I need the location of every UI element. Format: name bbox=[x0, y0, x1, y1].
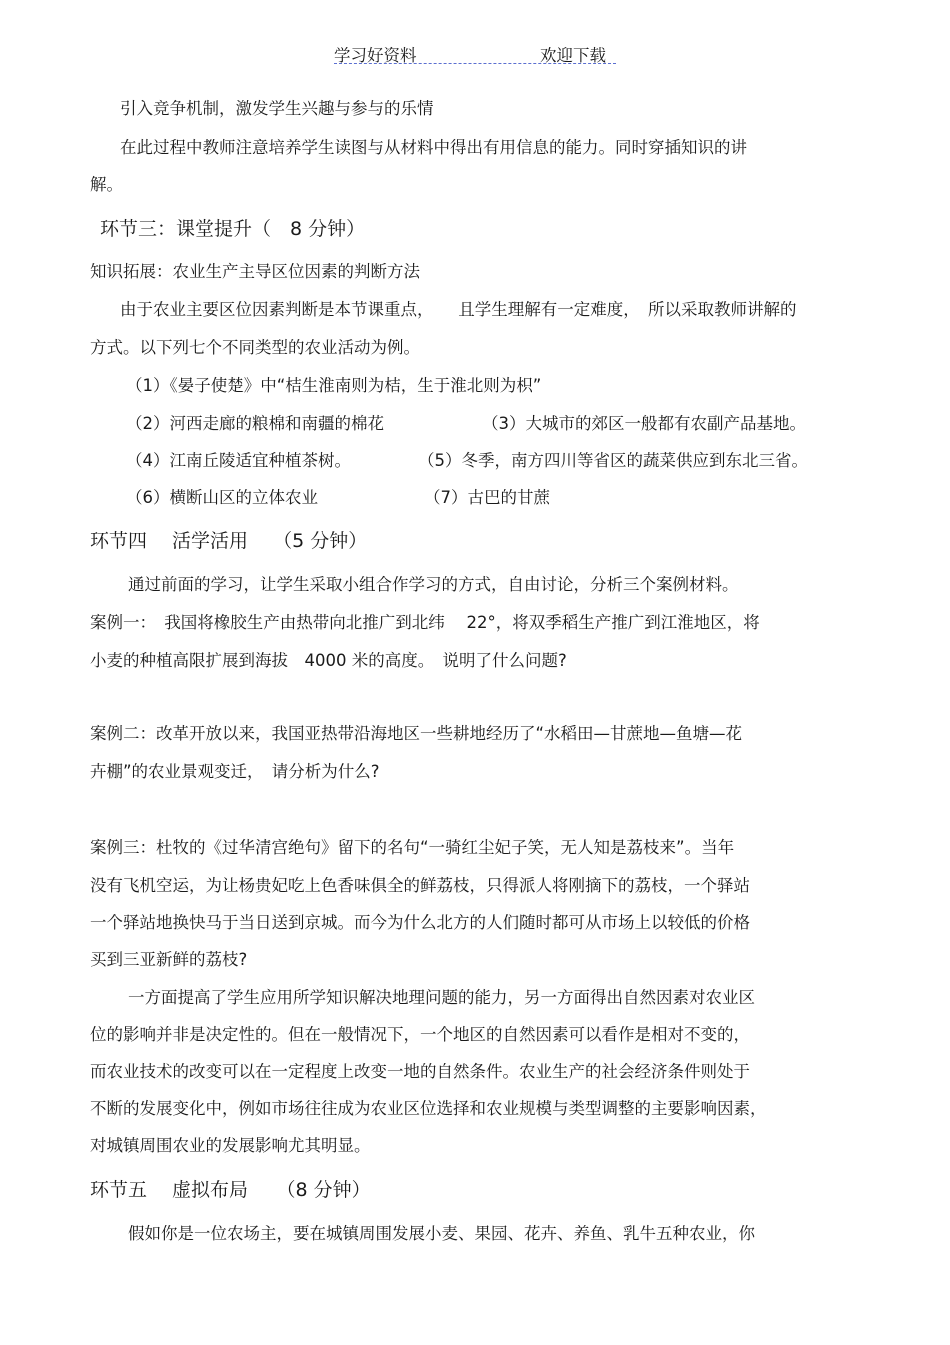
header-underline bbox=[334, 63, 616, 64]
paragraph-line: 假如你是一位农场主，要在城镇周围发展小麦、果园、花卉、养鱼、乳牛五种农业，你 bbox=[128, 1224, 755, 1243]
case-line: 案例一： 我国将橡胶生产由热带向北推广到北纬 22°，将双季稻生产推广到江淮地区，将 bbox=[90, 613, 760, 632]
case-line: 小麦的种植高限扩展到海拔 4000 米的高度。 说明了什么问题? bbox=[90, 651, 567, 670]
paragraph-line: 方式。以下列七个不同类型的农业活动为例。 bbox=[90, 338, 420, 357]
paragraph-line: 在此过程中教师注意培养学生读图与从材料中得出有用信息的能力。同时穿插知识的讲 bbox=[120, 138, 747, 157]
list-item: （5）冬季，南方四川等省区的蔬菜供应到东北三省。 bbox=[418, 451, 808, 470]
paragraph-line: 对城镇周围农业的发展影响尤其明显。 bbox=[90, 1136, 371, 1155]
paragraph-line: 通过前面的学习，让学生采取小组合作学习的方式，自由讨论，分析三个案例材料。 bbox=[128, 575, 739, 594]
header-left: 学习好资料 bbox=[334, 46, 417, 65]
paragraph-line: 知识拓展：农业生产主导区位因素的判断方法 bbox=[90, 262, 420, 281]
list-item: （4）江南丘陵适宜种植茶树。 bbox=[126, 451, 351, 470]
paragraph-line: 位的影响并非是决定性的。但在一般情况下，一个地区的自然因素可以看作是相对不变的， bbox=[90, 1025, 750, 1044]
list-item: （1）《晏子使楚》中“桔生淮南则为桔，生于淮北则为枳” bbox=[126, 376, 542, 395]
paragraph-line: 而农业技术的改变可以在一定程度上改变一地的自然条件。农业生产的社会经济条件则处于 bbox=[90, 1062, 750, 1081]
case-line: 一个驿站地换快马于当日送到京城。而今为什么北方的人们随时都可从市场上以较低的价格 bbox=[90, 913, 750, 932]
paragraph-line: 由于农业主要区位因素判断是本节课重点， 且学生理解有一定难度， 所以采取教师讲解的 bbox=[120, 300, 797, 319]
case-line: 案例二：改革开放以来，我国亚热带沿海地区一些耕地经历了“水稻田—甘蔗地—鱼塘—花 bbox=[90, 724, 743, 743]
case-line: 买到三亚新鲜的荔枝? bbox=[90, 950, 248, 969]
header-right: 欢迎下载 bbox=[540, 46, 606, 65]
case-line: 没有飞机空运，为让杨贵妃吃上色香味俱全的鲜荔枝，只得派人将刚摘下的荔枝，一个驿站 bbox=[90, 876, 750, 895]
list-item: （7）古巴的甘蔗 bbox=[424, 488, 550, 507]
paragraph-line: 引入竞争机制，激发学生兴趣与参与的乐情 bbox=[120, 99, 434, 118]
list-item: （6）横断山区的立体农业 bbox=[126, 488, 318, 507]
paragraph-line: 不断的发展变化中，例如市场往往成为农业区位选择和农业规模与类型调整的主要影响因素， bbox=[90, 1099, 767, 1118]
section-heading: 环节五 虚拟布局 （8 分钟） bbox=[90, 1179, 371, 1201]
list-item: （2）河西走廊的粮棉和南疆的棉花 bbox=[126, 414, 384, 433]
case-line: 卉棚”的农业景观变迁， 请分析为什么? bbox=[90, 762, 380, 781]
paragraph-line: 一方面提高了学生应用所学知识解决地理问题的能力，另一方面得出自然因素对农业区 bbox=[128, 988, 755, 1007]
section-heading: 环节三：课堂提升（ 8 分钟） bbox=[100, 218, 366, 240]
paragraph-line: 解。 bbox=[90, 175, 123, 194]
list-item: （3）大城市的郊区一般都有农副产品基地。 bbox=[482, 414, 806, 433]
section-heading: 环节四 活学活用 （5 分钟） bbox=[90, 530, 368, 552]
case-line: 案例三：杜牧的《过华清宫绝句》留下的名句“一骑红尘妃子笑，无人知是荔枝来”。当年 bbox=[90, 838, 735, 857]
